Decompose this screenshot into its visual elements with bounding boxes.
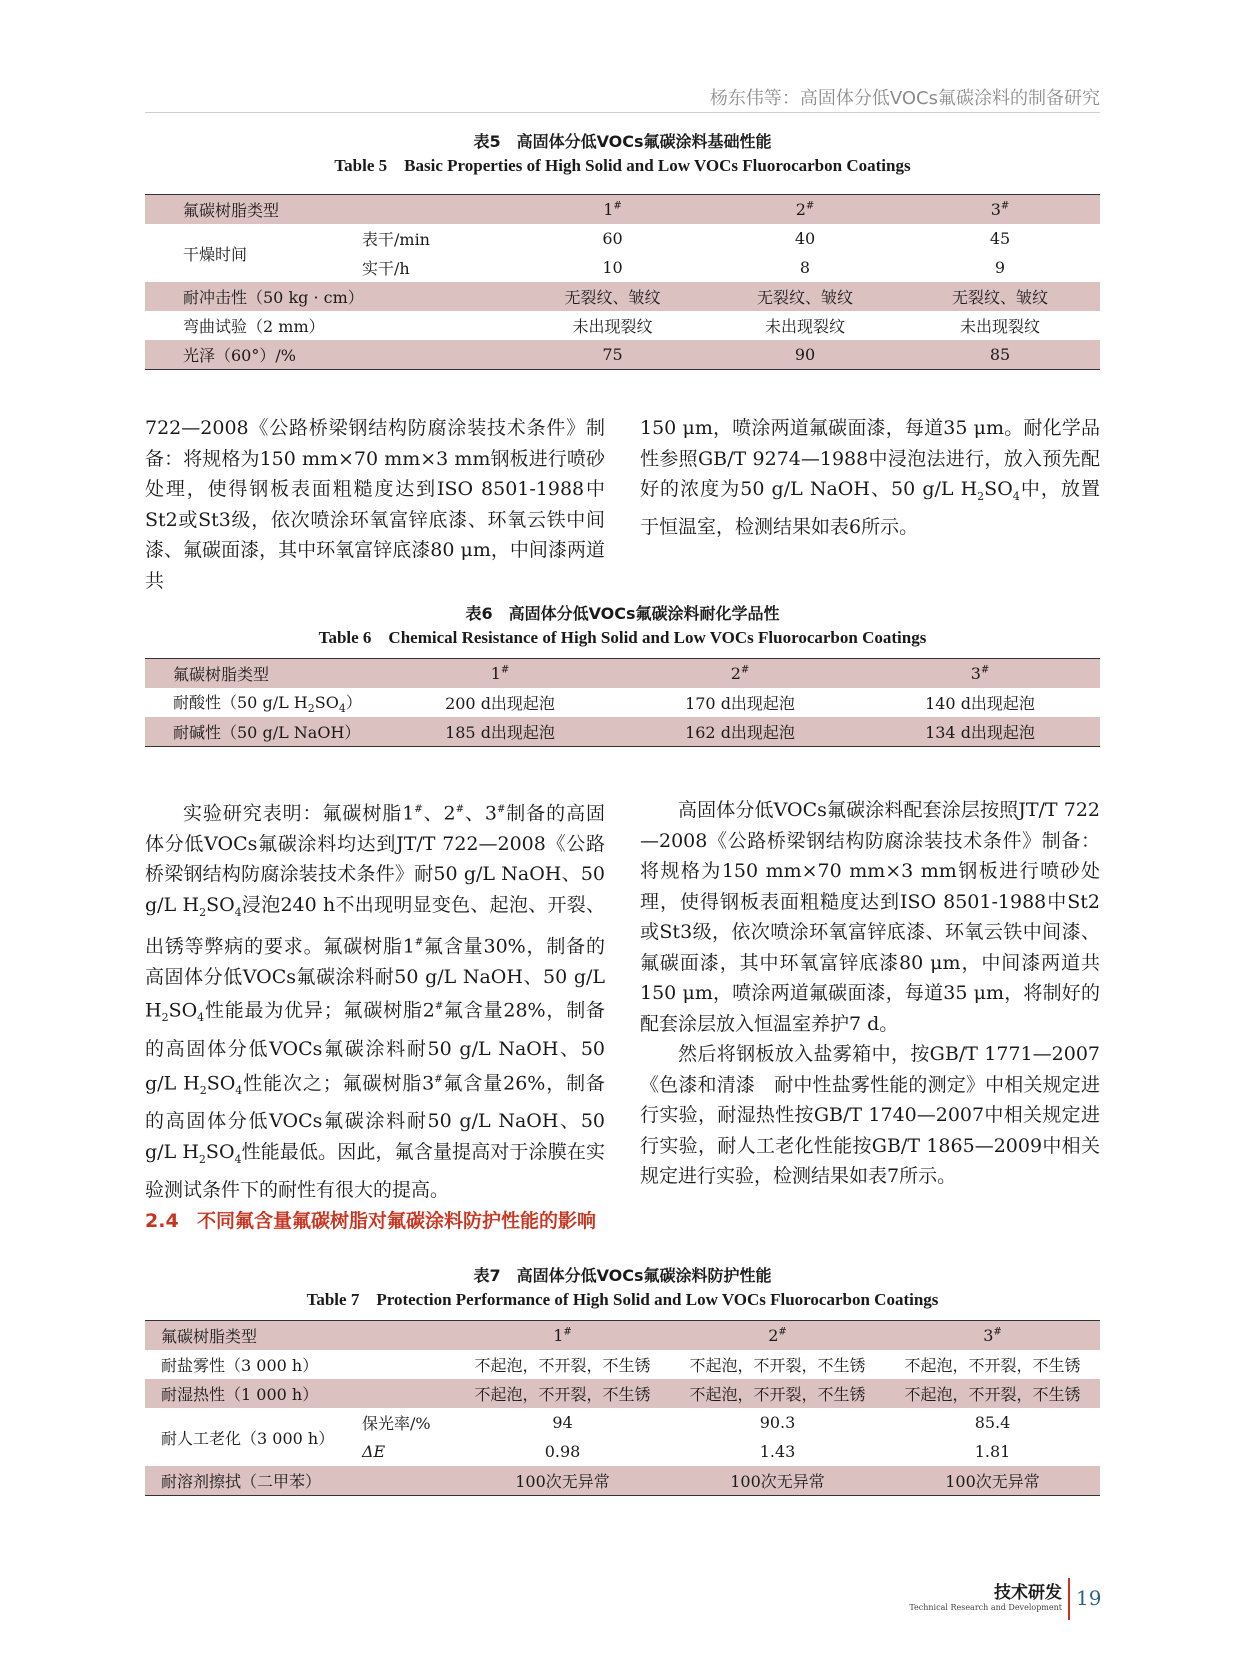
table6-header-row (145, 659, 1100, 689)
table-row (145, 282, 1100, 311)
table6-caption-en: Table 6 Chemical Resistance of High Solid and Low VOCs Fluorocarbon Coatings (318, 628, 927, 647)
page-number: 19 (1076, 1586, 1102, 1610)
running-header: 杨东伟等：高固体分低VOCs氟碳涂料的制备研究 (709, 88, 1100, 109)
table7-header-c1: 1# (455, 1321, 670, 1351)
cell: 85 (900, 340, 1100, 370)
cell: 75 (515, 340, 710, 370)
table-row (145, 1379, 1100, 1408)
table5-header-c1: 1# (515, 195, 710, 225)
row-label: 耐冲击性（50 kg · cm） (145, 282, 515, 311)
cell: 8 (799, 258, 811, 277)
cell: 170 d出现起泡 (685, 694, 795, 713)
header-rule (145, 112, 1100, 113)
cell: 不起泡，不开裂，不生锈 (885, 1379, 1100, 1408)
row-label: 耐人工老化（3 000 h） (161, 1428, 335, 1448)
table6-caption (145, 602, 1100, 650)
cell: 85.4 (974, 1413, 1011, 1432)
row-label: 耐碱性（50 g/L NaOH） (145, 717, 380, 747)
cell: 45 (989, 229, 1011, 248)
table-row (145, 311, 1100, 340)
table5-header-row (145, 195, 1100, 225)
cell: 未出现裂纹 (572, 317, 653, 336)
cell: 无裂纹、皱纹 (900, 282, 1100, 311)
cell: 0.98 (544, 1442, 581, 1461)
table6-caption-cn: 表6 高固体分低VOCs氟碳涂料耐化学品性 (465, 604, 780, 623)
cell: 90.3 (759, 1413, 796, 1432)
paragraph: 然后将钢板放入盐雾箱中，按GB/T 1771—2007《色漆和清漆 耐中性盐雾性能的测定》中相关规定进行实验，耐湿热性按GB/T 1740—2007中相关规定进行实验，耐人工老化性能按GB/T 1865—2009中相关规定进行实验，检测结果如表7所示。 (640, 1043, 1100, 1187)
cell: 162 d出现起泡 (620, 717, 860, 747)
body-left-top (145, 413, 605, 596)
body-right-bottom (640, 795, 1100, 1192)
table6-header-label: 氟碳树脂类型 (145, 659, 380, 689)
table7-caption-en: Table 7 Protection Performance of High Solid and Low VOCs Fluorocarbon Coatings (306, 1290, 939, 1309)
cell: 不起泡，不开裂，不生锈 (670, 1379, 885, 1408)
table-row (145, 1408, 1100, 1437)
table6-header-c2: 2# (620, 659, 860, 689)
sub-label: 保光率/% (362, 1414, 431, 1433)
cell: 140 d出现起泡 (925, 694, 1035, 713)
table5-caption (145, 130, 1100, 178)
cell: 1.81 (974, 1442, 1011, 1461)
row-label: 耐湿热性（1 000 h） (145, 1379, 455, 1408)
cell: 185 d出现起泡 (380, 717, 620, 747)
paragraph: 实验研究表明：氟碳树脂1#、2#、3#制备的高固体分低VOCs氟碳涂料均达到JT/T 722—2008《公路桥梁钢结构防腐涂装技术条件》耐50 g/L NaOH、50 g/L $H_2SO_4$浸泡240 h不出现明显变色、起泡、开裂、出锈等弊病的要求。氟碳树脂1#氟含量30%，制备的高固体分低VOCs氟碳涂料耐50 g/L NaOH、50 g/L $H_2SO_4$性能最为优异；氟碳树脂2#氟含量28%，制备的高固体分低VOCs氟碳涂料耐50 g/L NaOH、50 g/L $H_2SO_4$性能次之；氟碳树脂3#氟含量26%，制备的高固体分低VOCs氟碳涂料耐50 g/L NaOH、50 g/L $H_2SO_4$性能最低。因此，氟含量提高对于涂膜在实验测试条件下的耐性有很大的提高。 (145, 802, 606, 1201)
table7-header-c3: 3# (885, 1321, 1100, 1351)
body-left-bottom (145, 795, 605, 1236)
row-label: 耐酸性（50 g/L $H_2SO_4$） (173, 692, 362, 716)
table6-header-c3: 3# (860, 659, 1100, 689)
table7-caption-cn: 表7 高固体分低VOCs氟碳涂料防护性能 (473, 1266, 772, 1285)
cell: 不起泡，不开裂，不生锈 (904, 1356, 1081, 1375)
paragraph: 150 μm，喷涂两道氟碳面漆，每道35 μm。耐化学品性参照GB/T 9274—1988中浸泡法进行，放入预先配好的浓度为50 g/L NaOH、50 g/L $H_2SO_4$中，放置于恒温室，检测结果如表6所示。 (640, 417, 1100, 539)
table-row (145, 1350, 1100, 1379)
sub-label: 表干/min (362, 230, 430, 249)
table5-header-label: 氟碳树脂类型 (145, 195, 515, 225)
cell: 1.43 (759, 1442, 796, 1461)
table-row (145, 340, 1100, 370)
cell: 60 (602, 229, 623, 248)
table5-header-c3: 3# (900, 195, 1100, 225)
cell: 90 (710, 340, 900, 370)
table-row (145, 1466, 1100, 1496)
paragraph: 高固体分低VOCs氟碳涂料配套涂层按照JT/T 722—2008《公路桥梁钢结构防腐涂装技术条件》制备：将规格为150 mm×70 mm×3 mm钢板进行喷砂处理，使得钢板表面粗糙度达到ISO 8501-1988中St2或St3级，依次喷涂环氧富锌底漆、环氧云铁中间漆、氟碳面漆，其中环氧富锌底漆80 μm，中间漆两道共150 μm，喷涂两道氟碳面漆，每道35 μm，将制好的配套涂层放入恒温室养护7 d。 (640, 799, 1100, 1035)
row-label: 光泽（60°）/% (145, 340, 515, 370)
row-label: 干燥时间 (183, 244, 248, 264)
table-row (145, 717, 1100, 747)
table5 (145, 194, 1100, 370)
table7-caption (145, 1264, 1100, 1312)
table-row (145, 688, 1100, 717)
cell: 不起泡，不开裂，不生锈 (455, 1379, 670, 1408)
paragraph: 722—2008《公路桥梁钢结构防腐涂装技术条件》制备：将规格为150 mm×70 mm×3 mm钢板进行喷砂处理，使得钢板表面粗糙度达到ISO 8501-1988中St2或St3级，依次喷涂环氧富锌底漆、环氧云铁中间漆、氟碳面漆，其中环氧富锌底漆80 μm，中间漆两道共 (145, 417, 605, 592)
cell: 不起泡，不开裂，不生锈 (689, 1356, 866, 1375)
cell: 未出现裂纹 (959, 317, 1040, 336)
body-right-top (640, 413, 1100, 543)
table7-header-c2: 2# (670, 1321, 885, 1351)
cell: 200 d出现起泡 (445, 694, 555, 713)
cell: 40 (794, 229, 816, 248)
section-heading (145, 1206, 605, 1236)
cell: 10 (602, 258, 623, 277)
footer-section-cn: 技术研发 (994, 1583, 1062, 1603)
sub-label: ΔE (362, 1442, 386, 1461)
table7-header-row (145, 1321, 1100, 1351)
cell: 100次无异常 (885, 1466, 1100, 1496)
table7-header-label: 氟碳树脂类型 (145, 1321, 455, 1351)
cell: 94 (552, 1413, 573, 1432)
row-label: 耐盐雾性（3 000 h） (161, 1356, 319, 1375)
footer-section-en: Technical Research and Development (909, 1603, 1062, 1612)
table5-caption-cn: 表5 高固体分低VOCs氟碳涂料基础性能 (473, 132, 772, 151)
table6 (145, 658, 1100, 747)
section-title: 不同氟含量氟碳树脂对氟碳涂料防护性能的影响 (197, 1209, 597, 1232)
table5-caption-en: Table 5 Basic Properties of High Solid and Low VOCs Fluorocarbon Coatings (334, 156, 911, 175)
table6-header-c1: 1# (380, 659, 620, 689)
cell: 100次无异常 (455, 1466, 670, 1496)
cell: 无裂纹、皱纹 (710, 282, 900, 311)
footer-divider (1068, 1578, 1070, 1620)
section-number: 2.4 (145, 1209, 179, 1232)
cell: 未出现裂纹 (764, 317, 845, 336)
table7 (145, 1320, 1100, 1496)
row-label: 耐溶剂擦拭（二甲苯） (145, 1466, 455, 1496)
sub-label: 实干/h (362, 259, 410, 278)
cell: 100次无异常 (670, 1466, 885, 1496)
table-row (145, 224, 1100, 253)
cell: 不起泡，不开裂，不生锈 (474, 1356, 651, 1375)
cell: 9 (994, 258, 1006, 277)
cell: 134 d出现起泡 (860, 717, 1100, 747)
row-label: 弯曲试验（2 mm） (183, 317, 325, 336)
cell: 无裂纹、皱纹 (515, 282, 710, 311)
table5-header-c2: 2# (710, 195, 900, 225)
